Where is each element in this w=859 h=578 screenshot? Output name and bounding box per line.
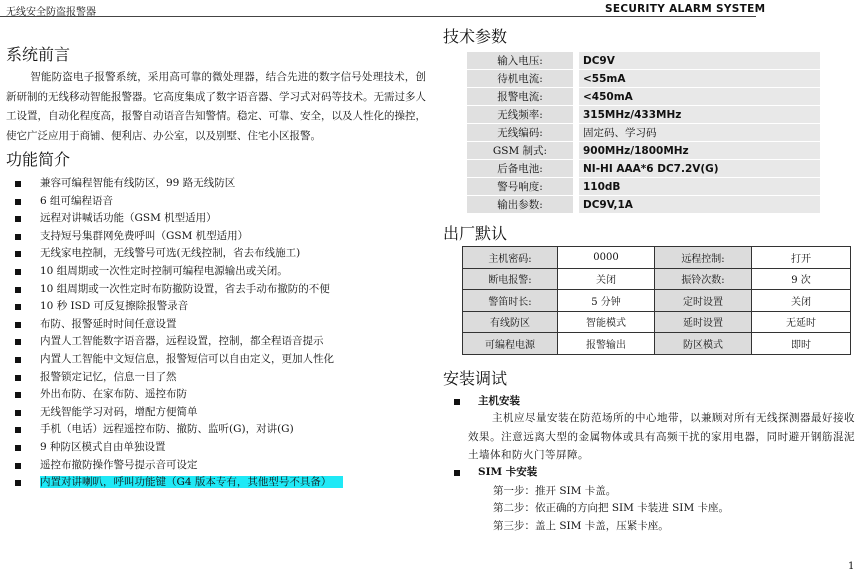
defaults-value: 无延时 bbox=[752, 311, 851, 333]
square-bullet-icon bbox=[15, 410, 21, 416]
square-bullet-icon bbox=[15, 463, 21, 469]
feature-item: 无线智能学习对码，增配方便简单 bbox=[12, 404, 432, 422]
square-bullet-icon bbox=[15, 392, 21, 398]
spec-row bbox=[467, 52, 820, 69]
feature-item: 10 组周期或一次性定时布防撤防设置，省去手动布撤防的不便 bbox=[12, 281, 432, 299]
install-title: 安装调试 bbox=[443, 369, 508, 388]
square-bullet-icon bbox=[15, 181, 21, 187]
defaults-key: 有线防区 bbox=[463, 311, 558, 333]
square-bullet-icon bbox=[15, 199, 21, 205]
spec-row bbox=[467, 70, 820, 87]
defaults-value: 关闭 bbox=[558, 268, 655, 290]
feature-item: 10 组周期或一次性定时控制可编程电源输出或关闭。 bbox=[12, 263, 432, 281]
spec-key: 警号响度: bbox=[467, 178, 573, 195]
spec-row bbox=[467, 106, 820, 123]
header-divider bbox=[0, 16, 756, 17]
specs-table bbox=[467, 51, 820, 214]
square-bullet-icon bbox=[15, 445, 21, 451]
spec-row bbox=[467, 196, 820, 213]
spec-row bbox=[467, 142, 820, 159]
spec-key: GSM 制式: bbox=[467, 142, 573, 159]
square-bullet-icon bbox=[15, 251, 21, 257]
feature-item: 9 种防区模式自由单独设置 bbox=[12, 439, 432, 457]
spec-key: 无线编码: bbox=[467, 124, 573, 141]
square-bullet-icon bbox=[15, 234, 21, 240]
spec-row bbox=[467, 124, 820, 141]
defaults-key: 振铃次数: bbox=[655, 268, 752, 290]
spec-key: 待机电流: bbox=[467, 70, 573, 87]
feature-item: 手机（电话）远程遥控布防、撤防、监听(G)，对讲(G) bbox=[12, 421, 432, 439]
spec-row bbox=[467, 88, 820, 105]
feature-item-highlighted: 内置对讲喇叭，呼叫功能键（G4 版本专有，其他型号不具备） bbox=[12, 474, 432, 492]
spec-key: 后备电池: bbox=[467, 160, 573, 177]
feature-item: 10 秒 ISD 可反复擦除报警录音 bbox=[12, 298, 432, 316]
install-host-subtitle: 主机安装 bbox=[478, 393, 520, 408]
spec-key: 无线频率: bbox=[467, 106, 573, 123]
square-bullet-icon bbox=[15, 427, 21, 433]
defaults-value: 即时 bbox=[752, 333, 851, 355]
feature-item: 无线家电控制，无线警号可选(无线控制，省去布线施工) bbox=[12, 245, 432, 263]
header-brand: SECURITY ALARM SYSTEM bbox=[605, 3, 766, 15]
feature-item: 布防、报警延时时间任意设置 bbox=[12, 316, 432, 334]
square-bullet-icon bbox=[15, 480, 21, 486]
defaults-key: 可编程电源 bbox=[463, 333, 558, 355]
defaults-key: 断电报警: bbox=[463, 268, 558, 290]
spec-key: 输出参数: bbox=[467, 196, 573, 213]
square-bullet-icon bbox=[15, 339, 21, 345]
defaults-key: 警笛时长: bbox=[463, 290, 558, 312]
defaults-row bbox=[463, 311, 851, 333]
square-bullet-icon bbox=[15, 304, 21, 310]
features-list bbox=[12, 175, 432, 492]
defaults-row bbox=[463, 268, 851, 290]
spec-value: 固定码、学习码 bbox=[579, 124, 820, 141]
feature-item: 遥控布撤防操作警号提示音可设定 bbox=[12, 457, 432, 475]
feature-item: 报警锁定记忆，信息一目了然 bbox=[12, 369, 432, 387]
spec-value: DC9V bbox=[579, 52, 820, 69]
spec-key: 报警电流: bbox=[467, 88, 573, 105]
defaults-value: 报警输出 bbox=[558, 333, 655, 355]
install-step: 第二步：依正确的方向把 SIM 卡装进 SIM 卡座。 bbox=[493, 502, 730, 514]
defaults-key: 主机密码: bbox=[463, 247, 558, 269]
defaults-key: 定时设置 bbox=[655, 290, 752, 312]
square-bullet-icon bbox=[15, 287, 21, 293]
defaults-key: 防区模式 bbox=[655, 333, 752, 355]
feature-item: 支持短号集群网免费呼叫（GSM 机型适用） bbox=[12, 228, 432, 246]
square-bullet-icon bbox=[15, 375, 21, 381]
install-sim-subtitle: SIM 卡安装 bbox=[478, 464, 537, 479]
feature-item: 远程对讲喊话功能（GSM 机型适用） bbox=[12, 210, 432, 228]
defaults-value: 0000 bbox=[558, 247, 655, 269]
square-bullet-icon bbox=[454, 470, 460, 476]
install-step: 第三步：盖上 SIM 卡盖，压紧卡座。 bbox=[493, 520, 669, 532]
defaults-value: 5 分钟 bbox=[558, 290, 655, 312]
feature-item: 外出布防、在家布防、遥控布防 bbox=[12, 386, 432, 404]
spec-row bbox=[467, 178, 820, 195]
defaults-table bbox=[462, 246, 851, 355]
defaults-row bbox=[463, 247, 851, 269]
install-host-text: 主机应尽量安装在防范场所的中心地带，以兼顾对所有无线探测器最好接收效果。注意远离大型的金属物体或具有高频干扰的家用电器，同时避开钢筋混泥土墙体和防火门等屏障。 bbox=[468, 412, 855, 461]
intro-paragraph-text: 智能防盗电子报警系统，采用高可靠的微处理器，结合先进的数字信号处理技术，创新研制的无线移动智能报警器。它高度集成了数字语音器、学习式对码等技术。无需过多人工设置，自动化程度高，报警自动语音告知警情。稳定、可靠、安全，以及人性化的操控，使它广泛应用于商铺、便利店、办公室，以及别墅、住宅小区报警。 bbox=[6, 71, 426, 142]
square-bullet-icon bbox=[15, 357, 21, 363]
page-number: 1 bbox=[848, 561, 855, 572]
defaults-row bbox=[463, 290, 851, 312]
feature-item: 内置人工智能数字语音器，远程设置，控制，都全程语音提示 bbox=[12, 333, 432, 351]
features-title: 功能简介 bbox=[6, 150, 71, 169]
spec-row bbox=[467, 160, 820, 177]
spec-key: 输入电压: bbox=[467, 52, 573, 69]
square-bullet-icon bbox=[15, 216, 21, 222]
install-step: 第一步：推开 SIM 卡盖。 bbox=[493, 485, 617, 497]
defaults-value: 智能模式 bbox=[558, 311, 655, 333]
defaults-value: 关闭 bbox=[752, 290, 851, 312]
spec-value: 110dB bbox=[579, 178, 820, 195]
defaults-value: 打开 bbox=[752, 247, 851, 269]
spec-value: DC9V,1A bbox=[579, 196, 820, 213]
feature-item: 兼容可编程智能有线防区，99 路无线防区 bbox=[12, 175, 432, 193]
spec-value: <55mA bbox=[579, 70, 820, 87]
defaults-value: 9 次 bbox=[752, 268, 851, 290]
intro-paragraph bbox=[6, 68, 426, 146]
defaults-key: 延时设置 bbox=[655, 311, 752, 333]
square-bullet-icon bbox=[15, 322, 21, 328]
header-doc-title: 无线安全防盗报警器 bbox=[6, 7, 96, 18]
spec-value: 900MHz/1800MHz bbox=[579, 142, 820, 159]
square-bullet-icon bbox=[454, 399, 460, 405]
square-bullet-icon bbox=[15, 269, 21, 275]
intro-title: 系统前言 bbox=[6, 45, 71, 64]
defaults-title: 出厂默认 bbox=[443, 224, 508, 243]
defaults-row bbox=[463, 333, 851, 355]
feature-item: 内置人工智能中文短信息，报警短信可以自由定义，更加人性化 bbox=[12, 351, 432, 369]
defaults-key: 远程控制: bbox=[655, 247, 752, 269]
spec-value: <450mA bbox=[579, 88, 820, 105]
spec-value: 315MHz/433MHz bbox=[579, 106, 820, 123]
spec-value: NI-HI AAA*6 DC7.2V(G) bbox=[579, 160, 820, 177]
specs-title: 技术参数 bbox=[443, 27, 508, 46]
feature-item: 6 组可编程语音 bbox=[12, 193, 432, 211]
